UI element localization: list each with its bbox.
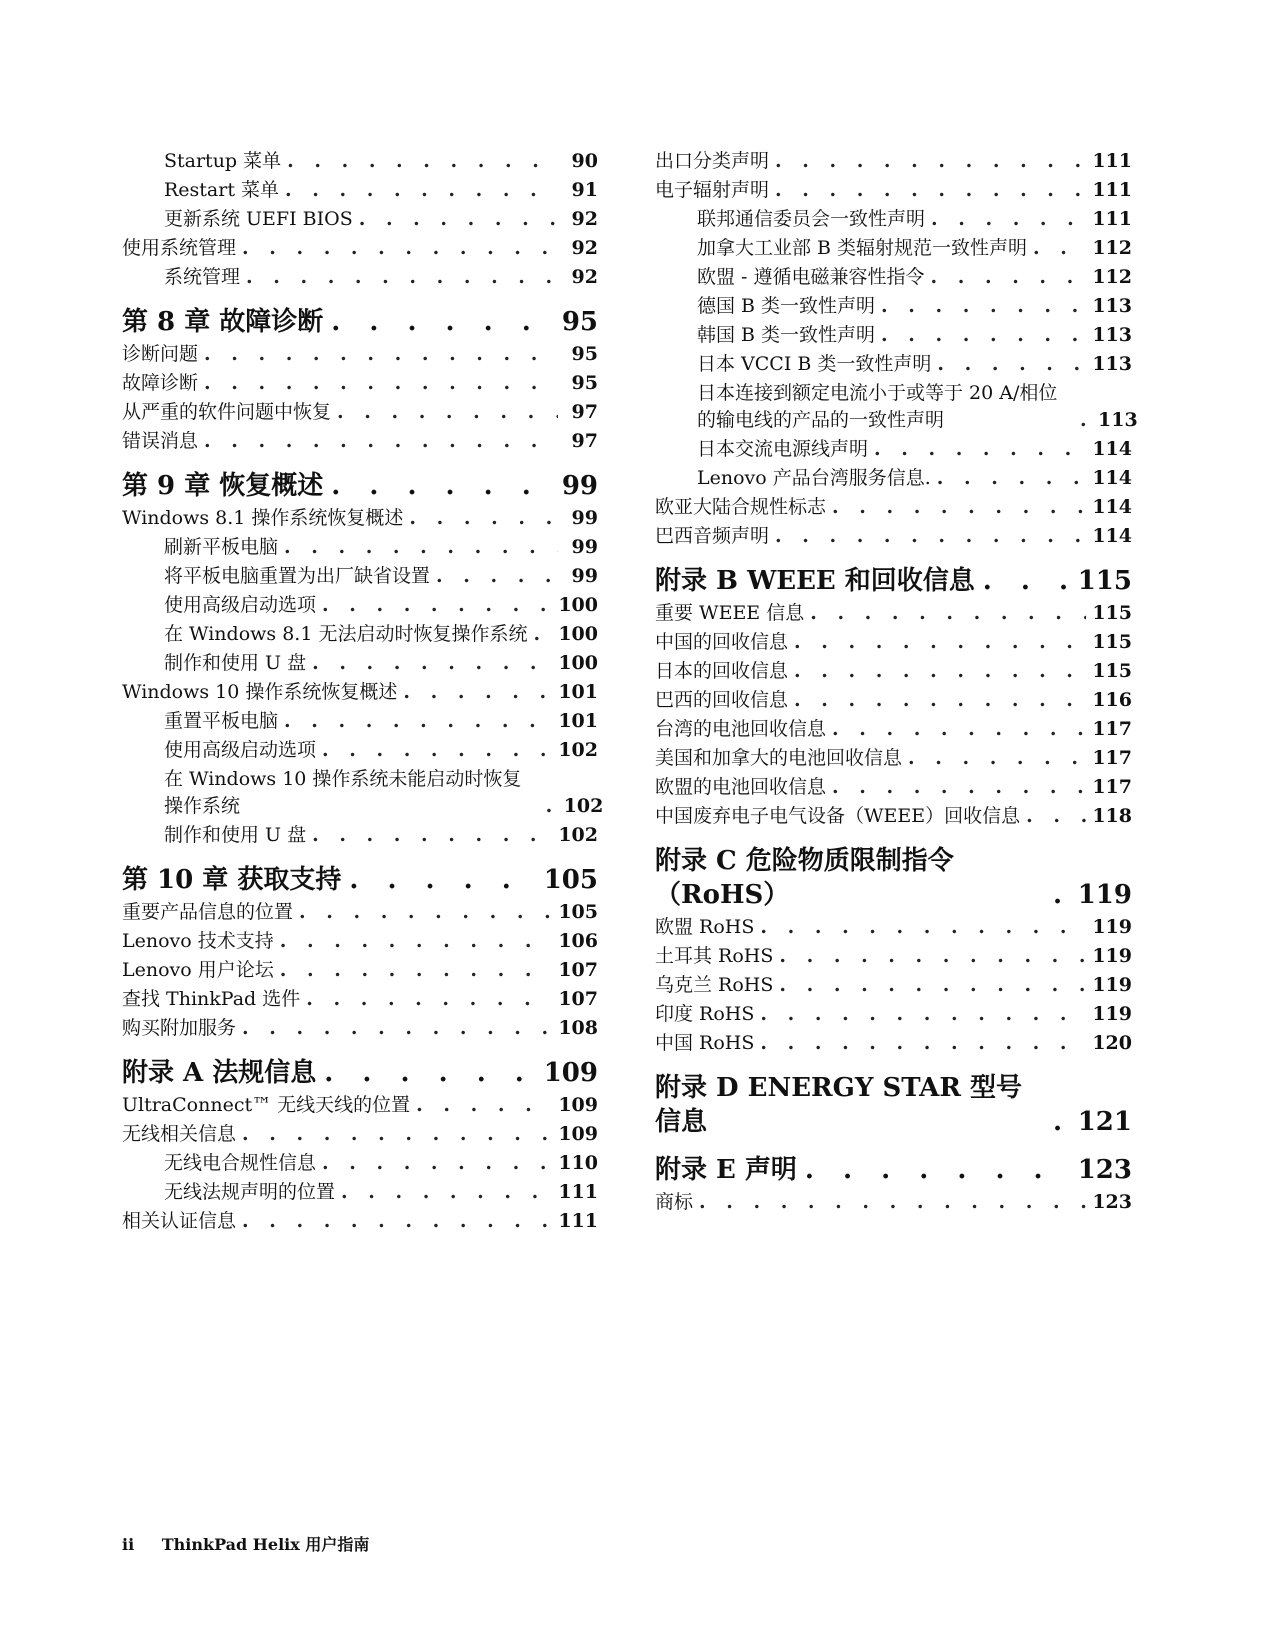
toc-entry[interactable] bbox=[122, 1090, 598, 1119]
dot-leader bbox=[931, 351, 1086, 378]
dot-leader bbox=[236, 235, 558, 262]
toc-entry-title: 日本交流电源线声明 bbox=[697, 438, 869, 460]
dot-leader bbox=[788, 658, 1086, 685]
toc-entry[interactable] bbox=[655, 492, 1132, 521]
toc-entry[interactable] bbox=[122, 146, 598, 175]
toc-entry-title: 诊断问题 bbox=[122, 343, 199, 365]
toc-entry-title: 无线相关信息 bbox=[122, 1123, 237, 1145]
toc-entry-title: 台湾的电池回收信息 bbox=[655, 718, 827, 740]
toc-entry[interactable] bbox=[655, 912, 1132, 941]
toc-entry-title: 附录 D ENERGY STAR 型号信息 bbox=[655, 1073, 1023, 1137]
toc-page-number: 100 bbox=[558, 594, 598, 616]
toc-entry-title: 重要产品信息的位置 bbox=[122, 901, 294, 923]
toc-page-number: 114 bbox=[1092, 525, 1132, 547]
toc-entry-title: 韩国 B 类一致性声明 bbox=[697, 324, 876, 346]
toc-chapter-heading[interactable] bbox=[122, 305, 598, 339]
dot-leader bbox=[826, 774, 1086, 801]
dot-leader bbox=[527, 621, 552, 648]
dot-leader bbox=[925, 206, 1086, 233]
dot-leader bbox=[306, 650, 552, 677]
toc-entry-title: 美国和加拿大的电池回收信息 bbox=[655, 747, 903, 769]
dot-leader bbox=[826, 494, 1086, 521]
toc-page-number: 102 bbox=[558, 824, 598, 846]
toc-entry-title: 土耳其 RoHS bbox=[655, 945, 774, 967]
toc-page-number: 97 bbox=[571, 401, 598, 423]
toc-entry[interactable] bbox=[122, 706, 598, 735]
toc-entry[interactable] bbox=[122, 1177, 598, 1206]
toc-entry-title: Windows 10 操作系统恢复概述 bbox=[122, 681, 398, 703]
toc-entry[interactable] bbox=[122, 561, 598, 590]
toc-page-number: 117 bbox=[1092, 747, 1132, 769]
toc-entry-title: 巴西的回收信息 bbox=[655, 689, 789, 711]
toc-page-number: 113 bbox=[1092, 324, 1132, 346]
toc-page-number: 95 bbox=[571, 343, 598, 365]
toc-entry[interactable] bbox=[122, 175, 598, 204]
toc-page-number: 107 bbox=[558, 988, 598, 1010]
toc-entry-title: 乌克兰 RoHS bbox=[655, 974, 774, 996]
dot-leader bbox=[754, 914, 1086, 941]
toc-page-number: 110 bbox=[558, 1152, 598, 1174]
toc-entry[interactable] bbox=[655, 714, 1132, 743]
toc-entry-title: Windows 8.1 操作系统恢复概述 bbox=[122, 507, 404, 529]
dot-leader bbox=[868, 436, 1086, 463]
toc-page-number: 101 bbox=[558, 710, 598, 732]
toc-page-number: 100 bbox=[558, 623, 598, 645]
dot-leader bbox=[773, 972, 1086, 999]
dot-leader bbox=[403, 505, 558, 532]
toc-entry-title: 购买附加服务 bbox=[122, 1017, 237, 1039]
dot-leader bbox=[278, 534, 558, 561]
toc-entry[interactable] bbox=[655, 598, 1132, 627]
toc-page-number: 99 bbox=[571, 565, 598, 587]
dot-leader bbox=[316, 1056, 535, 1090]
toc-entry-title: 系统管理 bbox=[164, 266, 241, 288]
toc-entry-title: 使用高级启动选项 bbox=[164, 594, 317, 616]
toc-entry-title: 第 10 章 获取支持 bbox=[122, 865, 342, 895]
toc-entry[interactable] bbox=[122, 820, 598, 849]
toc-page-number: 119 bbox=[1092, 945, 1132, 967]
toc-entry-title: 相关认证信息 bbox=[122, 1210, 237, 1232]
dot-leader bbox=[300, 986, 552, 1013]
toc-page-number: 102 bbox=[558, 739, 598, 761]
toc-entry-title: 重要 WEEE 信息 bbox=[655, 602, 805, 624]
toc-entry[interactable] bbox=[122, 233, 598, 262]
toc-entry-title: 加拿大工业部 B 类辐射规范一致性声明 bbox=[697, 237, 1028, 259]
toc-page-number: 90 bbox=[571, 150, 598, 172]
dot-leader bbox=[1027, 235, 1086, 262]
toc-entry[interactable] bbox=[655, 378, 1138, 434]
toc-page-number: 111 bbox=[1092, 208, 1132, 230]
toc-entry-title: 日本 VCCI B 类一致性声明 bbox=[697, 353, 932, 375]
toc-page-number: 115 bbox=[1092, 602, 1132, 624]
toc-entry[interactable] bbox=[122, 1206, 598, 1235]
toc-entry[interactable] bbox=[122, 339, 598, 368]
toc-entry-title: 从严重的软件问题中恢复 bbox=[122, 401, 332, 423]
toc-page-number: 119 bbox=[1092, 1003, 1132, 1025]
dot-leader bbox=[353, 206, 558, 233]
dot-leader bbox=[274, 957, 553, 984]
toc-chapter-heading[interactable] bbox=[655, 1071, 1132, 1139]
toc-entry-title: 第 9 章 恢复概述 bbox=[122, 471, 324, 501]
toc-chapter-heading[interactable] bbox=[655, 1153, 1132, 1187]
toc-entry[interactable] bbox=[655, 1187, 1132, 1216]
toc-entry-title: 在 Windows 8.1 无法启动时恢复操作系统 bbox=[164, 623, 528, 645]
dot-leader bbox=[773, 943, 1086, 970]
toc-page-number: 113 bbox=[1098, 409, 1138, 431]
dot-leader bbox=[236, 1121, 552, 1148]
toc-page-number: 113 bbox=[1092, 353, 1132, 375]
dot-leader bbox=[540, 793, 558, 820]
toc-entry-title: 错误消息 bbox=[122, 430, 199, 452]
dot-leader bbox=[788, 629, 1086, 656]
toc-entry-title: 欧盟 - 遵循电磁兼容性指令 bbox=[697, 266, 925, 288]
toc-entry[interactable] bbox=[655, 743, 1132, 772]
dot-leader bbox=[430, 563, 558, 590]
dot-leader bbox=[316, 737, 552, 764]
toc-entry[interactable] bbox=[122, 262, 598, 291]
toc-entry-title: 欧亚大陆合规性标志 bbox=[655, 496, 827, 518]
dot-leader bbox=[754, 1001, 1086, 1028]
toc-entry[interactable] bbox=[655, 970, 1132, 999]
toc-entry-title: Startup 菜单 bbox=[164, 150, 282, 172]
toc-entry[interactable] bbox=[655, 349, 1132, 378]
toc-entry-title: 商标 bbox=[655, 1191, 694, 1213]
toc-entry-title: 中国废弃电子电气设备（WEEE）回收信息 bbox=[655, 805, 1021, 827]
toc-entry-title: 巴西音频声明 bbox=[655, 525, 770, 547]
toc-entry-title: 在 Windows 10 操作系统未能启动时恢复操作系统 bbox=[164, 768, 522, 817]
toc-entry[interactable] bbox=[122, 397, 598, 426]
dot-leader bbox=[693, 1189, 1086, 1216]
toc-entry[interactable] bbox=[122, 764, 604, 820]
toc-entry[interactable] bbox=[655, 801, 1132, 830]
toc-entry[interactable] bbox=[122, 590, 598, 619]
toc-entry-title: 日本连接到额定电流小于或等于 20 A/相位的输电线的产品的一致性声明 bbox=[697, 382, 1058, 431]
toc-entry-title: 无线电合规性信息 bbox=[164, 1152, 317, 1174]
toc-column-left bbox=[122, 146, 604, 1235]
toc-entry-title: 欧盟的电池回收信息 bbox=[655, 776, 827, 798]
toc-entry-title: 日本的回收信息 bbox=[655, 660, 789, 682]
toc-entry[interactable] bbox=[655, 146, 1132, 175]
toc-entry[interactable] bbox=[655, 999, 1132, 1028]
toc-entry-title: 联邦通信委员会一致性声明 bbox=[697, 208, 926, 230]
toc-entry[interactable] bbox=[122, 204, 598, 233]
toc-chapter-heading[interactable] bbox=[122, 469, 598, 503]
footer-title: ThinkPad Helix 用户指南 bbox=[161, 1535, 370, 1554]
toc-page-number: 105 bbox=[558, 901, 598, 923]
toc-entry[interactable] bbox=[655, 1028, 1132, 1057]
toc-page-number: 111 bbox=[558, 1210, 598, 1232]
toc-page-number: 102 bbox=[563, 795, 604, 817]
toc-entry[interactable] bbox=[122, 1119, 598, 1148]
dot-leader bbox=[902, 745, 1086, 772]
toc-page-number: 115 bbox=[1092, 660, 1132, 682]
toc-entry[interactable] bbox=[655, 627, 1132, 656]
toc-entry-title: 制作和使用 U 盘 bbox=[164, 824, 307, 846]
dot-leader bbox=[316, 592, 552, 619]
dot-leader bbox=[341, 863, 535, 897]
toc-page-number: 112 bbox=[1092, 237, 1132, 259]
toc-page-number: 108 bbox=[558, 1017, 598, 1039]
dot-leader bbox=[769, 148, 1086, 175]
toc-entry-title: 无线法规声明的位置 bbox=[164, 1181, 336, 1203]
toc-chapter-heading[interactable] bbox=[122, 1056, 598, 1090]
toc-entry[interactable] bbox=[655, 772, 1132, 801]
toc-page-number: 119 bbox=[1077, 880, 1132, 910]
toc-page-number: 109 bbox=[558, 1094, 598, 1116]
toc-entry[interactable] bbox=[122, 503, 598, 532]
toc-chapter-heading[interactable] bbox=[655, 844, 1132, 912]
dot-leader bbox=[331, 399, 558, 426]
toc-entry-title: 制作和使用 U 盘 bbox=[164, 652, 307, 674]
toc-entry[interactable] bbox=[122, 532, 598, 561]
toc-page-number: 111 bbox=[1092, 179, 1132, 201]
dot-leader bbox=[281, 148, 558, 175]
toc-entry-title: 附录 B WEEE 和回收信息 bbox=[655, 566, 975, 596]
dot-leader bbox=[240, 264, 558, 291]
toc-page-number: 99 bbox=[571, 536, 598, 558]
toc-entry[interactable] bbox=[122, 984, 598, 1013]
toc-page-number: 115 bbox=[1092, 631, 1132, 653]
dot-leader bbox=[1045, 878, 1070, 912]
dot-leader bbox=[323, 469, 554, 503]
toc-page-number: 109 bbox=[543, 1058, 598, 1088]
toc-entry-title: 印度 RoHS bbox=[655, 1003, 755, 1025]
toc-entry[interactable] bbox=[655, 434, 1132, 463]
toc-entry[interactable] bbox=[122, 1148, 598, 1177]
dot-leader bbox=[410, 1092, 552, 1119]
toc-entry[interactable] bbox=[655, 521, 1132, 550]
toc-page-number: 120 bbox=[1092, 1032, 1132, 1054]
toc-page-number: 121 bbox=[1077, 1107, 1132, 1137]
toc-page-number: 123 bbox=[1077, 1155, 1132, 1185]
dot-leader bbox=[323, 305, 554, 339]
toc-entry-title: 电子辐射声明 bbox=[655, 179, 770, 201]
toc-entry-title: 德国 B 类一致性声明 bbox=[697, 295, 876, 317]
toc-page-number: 113 bbox=[1092, 295, 1132, 317]
toc-entry[interactable] bbox=[655, 291, 1132, 320]
toc-page-number: 114 bbox=[1092, 496, 1132, 518]
toc-page-number: 115 bbox=[1077, 566, 1132, 596]
toc-entry[interactable] bbox=[122, 368, 598, 397]
toc-entry-title: 将平板电脑重置为出厂缺省设置 bbox=[164, 565, 431, 587]
dot-leader bbox=[236, 1015, 552, 1042]
toc-page-number: 92 bbox=[571, 208, 598, 230]
toc-page-number: 95 bbox=[571, 372, 598, 394]
dot-leader bbox=[316, 1150, 552, 1177]
toc-entry[interactable] bbox=[655, 262, 1132, 291]
toc-chapter-heading[interactable] bbox=[655, 564, 1132, 598]
toc-column-right bbox=[655, 146, 1138, 1216]
toc-entry-title: 中国的回收信息 bbox=[655, 631, 789, 653]
dot-leader bbox=[306, 822, 552, 849]
toc-page-number: 114 bbox=[1092, 438, 1132, 460]
toc-page-number: 99 bbox=[571, 507, 598, 529]
toc-page-number: 117 bbox=[1092, 718, 1132, 740]
toc-page-number: 105 bbox=[543, 865, 598, 895]
toc-entry[interactable] bbox=[122, 648, 598, 677]
toc-page-number: 99 bbox=[561, 471, 598, 501]
dot-leader bbox=[1020, 803, 1086, 830]
dot-leader bbox=[236, 1208, 552, 1235]
toc-entry-title: 查找 ThinkPad 选件 bbox=[122, 988, 301, 1010]
toc-entry[interactable] bbox=[655, 320, 1132, 349]
dot-leader bbox=[975, 564, 1070, 598]
dot-leader bbox=[198, 428, 558, 455]
dot-leader bbox=[925, 264, 1087, 291]
dot-leader bbox=[198, 370, 558, 397]
toc-entry-title: 更新系统 UEFI BIOS bbox=[164, 208, 353, 230]
toc-entry-title: 附录 C 危险物质限制指令（RoHS） bbox=[655, 846, 954, 910]
dot-leader bbox=[754, 1030, 1086, 1057]
dot-leader bbox=[826, 716, 1086, 743]
toc-entry[interactable] bbox=[122, 426, 598, 455]
toc-entry-title: 出口分类声明 bbox=[655, 150, 770, 172]
dot-leader bbox=[397, 679, 552, 706]
toc-page-number: 119 bbox=[1092, 916, 1132, 938]
toc-entry-title: Lenovo 产品台湾服务信息. bbox=[697, 467, 931, 489]
toc-page-number: 92 bbox=[571, 266, 598, 288]
toc-entry-title: 重置平板电脑 bbox=[164, 710, 279, 732]
toc-page-number: 101 bbox=[558, 681, 598, 703]
toc-entry-title: 使用高级启动选项 bbox=[164, 739, 317, 761]
toc-entry[interactable] bbox=[655, 463, 1132, 492]
toc-page-number: 92 bbox=[571, 237, 598, 259]
toc-entry[interactable] bbox=[122, 1013, 598, 1042]
toc-entry[interactable] bbox=[655, 233, 1132, 262]
dot-leader bbox=[797, 1153, 1070, 1187]
toc-entry[interactable] bbox=[122, 735, 598, 764]
toc-entry-title: Lenovo 技术支持 bbox=[122, 930, 274, 952]
toc-page-number: 109 bbox=[558, 1123, 598, 1145]
toc-entry[interactable] bbox=[655, 941, 1132, 970]
toc-page-number: 111 bbox=[558, 1181, 598, 1203]
toc-entry-title: 故障诊断 bbox=[122, 372, 199, 394]
toc-page-number: 107 bbox=[558, 959, 598, 981]
toc-page-number: 116 bbox=[1092, 689, 1132, 711]
dot-leader bbox=[931, 465, 1087, 492]
dot-leader bbox=[804, 600, 1086, 627]
dot-leader bbox=[769, 177, 1086, 204]
dot-leader bbox=[293, 899, 552, 926]
toc-entry[interactable] bbox=[122, 926, 598, 955]
toc-entry-title: 欧盟 RoHS bbox=[655, 916, 755, 938]
toc-entry-title: 使用系统管理 bbox=[122, 237, 237, 259]
dot-leader bbox=[335, 1179, 552, 1206]
dot-leader bbox=[875, 293, 1086, 320]
toc-entry[interactable] bbox=[122, 955, 598, 984]
toc-page-number: 117 bbox=[1092, 776, 1132, 798]
dot-leader bbox=[1045, 1105, 1070, 1139]
dot-leader bbox=[788, 687, 1086, 714]
toc-entry-title: 中国 RoHS bbox=[655, 1032, 755, 1054]
toc-page-number: 97 bbox=[571, 430, 598, 452]
toc-page-number: 95 bbox=[561, 307, 598, 337]
footer-page-number: ii bbox=[122, 1535, 135, 1554]
toc-entry[interactable] bbox=[655, 204, 1132, 233]
toc-entry[interactable] bbox=[122, 677, 598, 706]
toc-page-number: 112 bbox=[1092, 266, 1132, 288]
toc-page-number: 119 bbox=[1092, 974, 1132, 996]
toc-entry[interactable] bbox=[655, 685, 1132, 714]
dot-leader bbox=[1074, 407, 1092, 434]
toc-entry-title: Lenovo 用户论坛 bbox=[122, 959, 274, 981]
toc-entry-title: UltraConnect™ 无线天线的位置 bbox=[122, 1094, 411, 1116]
dot-leader bbox=[274, 928, 553, 955]
dot-leader bbox=[198, 341, 558, 368]
dot-leader bbox=[278, 708, 552, 735]
toc-entry[interactable] bbox=[655, 656, 1132, 685]
toc-entry[interactable] bbox=[655, 175, 1132, 204]
toc-entry-title: Restart 菜单 bbox=[164, 179, 280, 201]
toc-page-number: 111 bbox=[1092, 150, 1132, 172]
toc-page-number: 118 bbox=[1092, 805, 1132, 827]
toc-page-number: 106 bbox=[558, 930, 598, 952]
toc-page-number: 100 bbox=[558, 652, 598, 674]
toc-entry-title: 附录 A 法规信息 bbox=[122, 1058, 317, 1088]
dot-leader bbox=[769, 523, 1086, 550]
toc-entry-title: 第 8 章 故障诊断 bbox=[122, 307, 324, 337]
toc-page-number: 114 bbox=[1092, 467, 1132, 489]
toc-page-number: 123 bbox=[1092, 1191, 1132, 1213]
toc-page-number: 91 bbox=[571, 179, 598, 201]
toc-entry[interactable] bbox=[122, 619, 598, 648]
page-footer bbox=[122, 1532, 369, 1555]
dot-leader bbox=[279, 177, 558, 204]
toc-entry-title: 附录 E 声明 bbox=[655, 1155, 797, 1185]
toc-entry-title: 刷新平板电脑 bbox=[164, 536, 279, 558]
toc-entry[interactable] bbox=[122, 897, 598, 926]
dot-leader bbox=[875, 322, 1086, 349]
toc-chapter-heading[interactable] bbox=[122, 863, 598, 897]
